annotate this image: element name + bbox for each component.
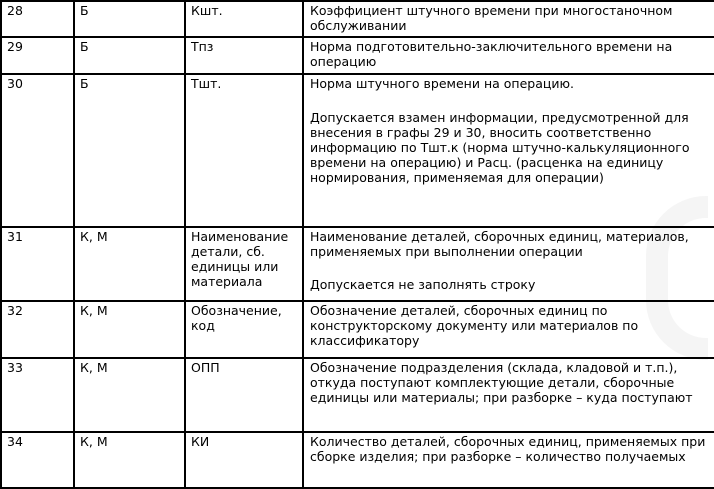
row-description xyxy=(303,37,714,74)
row-description xyxy=(303,74,714,227)
description-paragraph: Наименование деталей, сборочных единиц, материалов, применяемых при выполнении операции xyxy=(310,229,689,259)
row-code: Б xyxy=(74,74,185,227)
row-code: К, М xyxy=(74,227,185,301)
row-code: Б xyxy=(74,1,185,37)
row-number: 28 xyxy=(1,1,74,37)
description-paragraph: Обозначение подразделения (склада, кладовой и т.п.), откуда поступают комплектующие детали, сборочные единицы или материалы; при разборке – куда поступают xyxy=(310,360,693,405)
row-number: 33 xyxy=(1,358,74,432)
row-number: 31 xyxy=(1,227,74,301)
description-paragraph: Коэффициент штучного времени при многостаночном обслуживании xyxy=(310,3,673,33)
table-row xyxy=(1,1,714,37)
row-code: Б xyxy=(74,37,185,74)
row-abbreviation: Кшт. xyxy=(185,1,303,37)
row-abbreviation: Наименование детали, сб. единицы или материала xyxy=(185,227,303,301)
row-abbreviation: ОПП xyxy=(185,358,303,432)
description-paragraph: Допускается взамен информации, предусмотренной для внесения в графы 29 и 30, вносить соответственно информацию по Тшт.к (норма штучно-калькуляционного времени на операцию) и Расц. (расценка на единицу нормирования, применяемая для операции) xyxy=(310,110,690,185)
row-code: К, М xyxy=(74,301,185,358)
table-row xyxy=(1,358,714,432)
table-row xyxy=(1,37,714,74)
description-paragraph: Норма подготовительно-заключительного времени на операцию xyxy=(310,39,673,69)
row-abbreviation: КИ xyxy=(185,432,303,488)
row-description xyxy=(303,432,714,488)
row-code: К, М xyxy=(74,358,185,432)
row-description xyxy=(303,358,714,432)
row-number: 30 xyxy=(1,74,74,227)
row-code: К, М xyxy=(74,432,185,488)
row-number: 32 xyxy=(1,301,74,358)
row-number: 34 xyxy=(1,432,74,488)
row-description xyxy=(303,1,714,37)
row-abbreviation: Тпз xyxy=(185,37,303,74)
description-paragraph: Норма штучного времени на операцию. xyxy=(310,76,574,91)
table-row xyxy=(1,227,714,301)
table-row xyxy=(1,74,714,227)
table-row xyxy=(1,301,714,358)
description-paragraph: Допускается не заполнять строку xyxy=(310,277,536,292)
row-description xyxy=(303,227,714,301)
table-row xyxy=(1,432,714,488)
row-description xyxy=(303,301,714,358)
row-abbreviation: Тшт. xyxy=(185,74,303,227)
description-paragraph: Обозначение деталей, сборочных единиц по конструкторскому документу или материалов по классификатору xyxy=(310,303,639,348)
row-number: 29 xyxy=(1,37,74,74)
row-abbreviation: Обозначение, код xyxy=(185,301,303,358)
description-paragraph: Количество деталей, сборочных единиц, применяемых при сборке изделия; при разборке – количество получаемых xyxy=(310,434,706,464)
